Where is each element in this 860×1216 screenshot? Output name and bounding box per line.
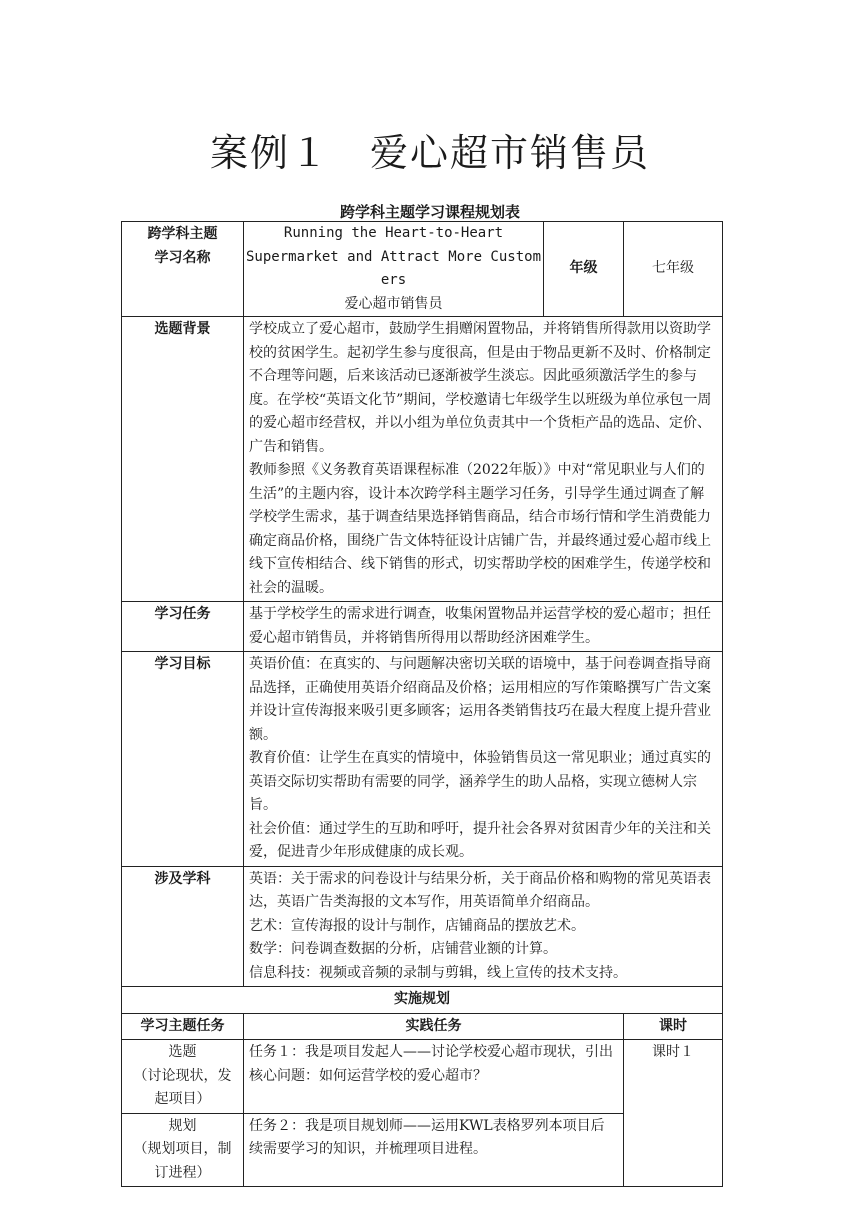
subjects-paragraph: 信息科技：视频或音频的录制与剪辑，线上宣传的技术支持。 [249, 964, 627, 981]
goals-content [244, 652, 723, 867]
plan-item-row [122, 1040, 723, 1114]
background-label: 选题背景 [122, 317, 244, 602]
task-row [122, 602, 723, 652]
topic-cn: 爱心超市销售员 [344, 295, 443, 312]
task-paragraph: 基于学校学生的需求进行调查，收集闲置物品并运营学校的爱心超市；担任爱心超市销售员，并将销售所得用以帮助经济困难学生。 [249, 606, 711, 646]
plan-item-detail: （讨论现状，发 [133, 1067, 232, 1084]
plan-item-detail: 订进程） [154, 1164, 211, 1181]
grade-label: 年级 [544, 222, 624, 317]
plan-item-name: 规划 [168, 1117, 197, 1134]
grade-value: 七年级 [624, 222, 723, 317]
course-plan-table [121, 221, 723, 1187]
goals-label: 学习目标 [122, 652, 244, 867]
goals-paragraph: 教育价值：让学生在真实的情境中，体验销售员这一常见职业；通过真实的英语交际切实帮助有需要的同学，涵养学生的助人品格，实现立德树人宗旨。 [249, 750, 711, 813]
topic-label-line2: 学习名称 [154, 249, 211, 266]
subjects-paragraph: 英语：关于需求的问卷设计与结果分析，关于商品价格和购物的常见英语表达，英语广告类海报的文本写作，用英语简单介绍商品。 [249, 870, 711, 910]
plan-item-name-cell [122, 1040, 244, 1114]
task-content [244, 602, 723, 652]
plan-item-detail: （规划项目，制 [133, 1141, 232, 1157]
plan-col-period: 课时 [624, 1013, 723, 1040]
page-title: 案例１ 爱心超市销售员 [209, 131, 650, 175]
subjects-label: 涉及学科 [122, 866, 244, 987]
subjects-paragraph: 数学：问卷调查数据的分析，店铺营业额的计算。 [249, 941, 557, 957]
topic-en-line2: Supermarket and Attract More Customers [246, 248, 542, 288]
background-row [122, 317, 723, 602]
topic-label-cell [122, 222, 244, 317]
table-caption: 跨学科主题学习课程规划表 [339, 203, 520, 221]
task-label: 学习任务 [122, 602, 244, 652]
goals-paragraph: 社会价值：通过学生的互助和呼吁，提升社会各界对贫困青少年的关注和关爱，促进青少年形成健康的成长观。 [249, 820, 711, 860]
plan-item-name: 选题 [168, 1044, 197, 1060]
plan-period-value: 课时１ [624, 1040, 723, 1187]
plan-section-row [122, 987, 723, 1014]
topic-name-cell [244, 222, 544, 317]
goals-paragraph: 英语价值：在真实的、与问题解决密切关联的语境中，基于问卷调查指导商品选择，正确使用英语介绍商品及价格；运用相应的写作策略撰写广告文案并设计宣传海报来吸引更多顾客；运用各类销售技巧在最大程度上提升营业额。 [249, 656, 711, 743]
plan-item-practice: 任务１：我是项目发起人——讨论学校爱心超市现状，引出核心问题：如何运营学校的爱心超市？ [244, 1040, 624, 1114]
topic-label-line1: 跨学科主题 [147, 226, 218, 242]
subjects-content [244, 866, 723, 987]
plan-item-detail: 起项目） [154, 1091, 211, 1107]
subjects-paragraph: 艺术：宣传海报的设计与制作，店铺商品的摆放艺术。 [249, 917, 585, 934]
subjects-row [122, 866, 723, 987]
plan-item-name-cell [122, 1113, 244, 1187]
topic-row [122, 222, 723, 317]
topic-en-line1: Running the Heart-to-Heart [283, 225, 504, 241]
plan-section-title: 实施规划 [122, 987, 723, 1014]
background-content [244, 317, 723, 602]
plan-col-practice: 实践任务 [244, 1013, 624, 1040]
plan-header-row [122, 1013, 723, 1040]
background-paragraph: 学校成立了爱心超市，鼓励学生捐赠闲置物品，并将销售所得款用以资助学校的贫困学生。起初学生参与度很高，但是由于物品更新不及时、价格制定不合理等问题，后来该活动已逐渐被学生淡忘。因此亟须激活学生的参与度。在学校“英语文化节”期间，学校邀请七年级学生以班级为单位承包一周的爱心超市经营权，并以小组为单位负责其中一个货柜产品的选品、定价、广告和销售。 [249, 321, 712, 455]
plan-col-task: 学习主题任务 [122, 1013, 244, 1040]
goals-row [122, 652, 723, 867]
plan-item-practice: 任务２：我是项目规划师——运用KWL表格罗列本项目后续需要学习的知识，并梳理项目进程。 [244, 1113, 624, 1187]
background-paragraph: 教师参照《义务教育英语课程标准（2022年版）》中对“常见职业与人们的生活”的主题内容，设计本次跨学科主题学习任务，引导学生通过调查了解学校学生需求，基于调查结果选择销售商品，结合市场行情和学生消费能力确定商品价格，围绕广告文体特征设计店铺广告，并最终通过爱心超市线上线下宣传相结合、线下销售的形式，切实帮助学校的困难学生，传递学校和社会的温暖。 [249, 462, 711, 596]
